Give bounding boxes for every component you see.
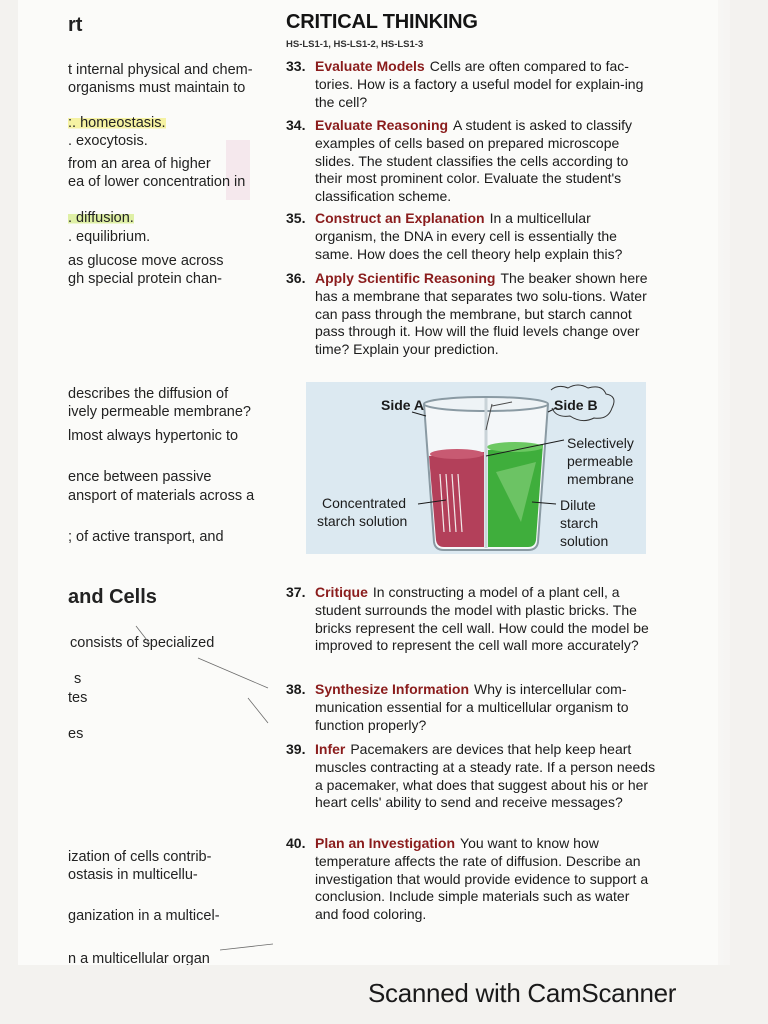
question-37	[286, 584, 656, 655]
membrane-label: membrane	[567, 471, 634, 487]
right-solution-label: solution	[560, 533, 609, 549]
left-text-line: ence between passive	[68, 469, 212, 485]
left-text-line	[68, 114, 166, 132]
highlighted-answer: :. homeostasis.	[68, 115, 166, 131]
question-number: 37.	[286, 584, 306, 600]
question-number: 38.	[286, 681, 306, 697]
left-text-line: s	[74, 671, 82, 687]
question-number: 40.	[286, 835, 306, 851]
question-skill: Evaluate Models	[315, 58, 425, 74]
left-solution-label: starch solution	[317, 513, 408, 529]
left-text-line	[68, 209, 134, 227]
side-a-label: Side A	[381, 397, 425, 413]
question-number: 36.	[286, 270, 306, 286]
left-liquid-surface	[430, 449, 484, 459]
left-solution-label: Concentrated	[322, 495, 407, 511]
left-text-line: tes	[68, 690, 88, 706]
left-text-line: ea of lower concentration in	[68, 174, 246, 190]
question-text: In constructing a model of a plant cell, a student surrounds the model with plastic bricks. The bricks represent the cell wall. How could the model be improved to represent the cell wall more accurately?	[315, 584, 649, 654]
question-skill: Apply Scientific Reasoning	[315, 270, 496, 286]
left-text-line: describes the diffusion of	[68, 386, 229, 402]
question-text: Cells are often compared to fac-tories. How is a factory a useful model for explain-ing the cell?	[315, 58, 644, 110]
question-text: Pacemakers are devices that help keep heart muscles contracting at a steady rate. If a person needs a pacemaker, what does that suggest about his or her heart cells' ability to send and receive messages?	[315, 741, 656, 811]
left-text-line: es	[68, 726, 84, 742]
question-skill: Evaluate Reasoning	[315, 117, 449, 133]
question-35	[286, 210, 656, 263]
side-b-label: Side B	[554, 397, 598, 413]
left-text-line: organisms must maintain to	[68, 80, 246, 96]
question-33	[286, 58, 656, 111]
question-number: 35.	[286, 210, 306, 226]
membrane-label: permeable	[567, 453, 634, 469]
question-text: Why is intercellular com-munication essential for a multicellular organism to function properly?	[315, 681, 629, 733]
left-heading-fragment: rt	[68, 14, 83, 36]
left-text-line: ively permeable membrane?	[68, 404, 251, 420]
membrane-label: Selectively	[567, 435, 634, 451]
question-skill: Plan an Investigation	[315, 835, 456, 851]
left-text-line: n a multicellular organ	[68, 951, 210, 965]
left-text-line: consists of specialized	[70, 635, 215, 651]
question-36	[286, 270, 656, 359]
left-section-heading: and Cells	[68, 586, 157, 608]
right-solution-label: starch	[560, 515, 599, 531]
question-text: You want to know how temperature affects the rate of diffusion. Describe an investigation that would provide evidence to support a conclusion. Include simple materials such as water and food coloring.	[315, 835, 649, 923]
left-text-line: from an area of higher	[68, 156, 211, 172]
question-skill: Infer	[315, 741, 346, 757]
left-liquid	[429, 452, 484, 547]
question-40	[286, 835, 656, 924]
left-text-line: ganization in a multicel-	[68, 908, 220, 924]
highlighted-answer: . diffusion.	[68, 210, 134, 226]
left-text-line: ansport of materials across a	[68, 488, 255, 504]
standards-codes: HS-LS1-1, HS-LS1-2, HS-LS1-3	[286, 39, 424, 50]
question-skill: Synthesize Information	[315, 681, 470, 697]
left-text-line: ; of active transport, and	[68, 529, 224, 545]
left-text-line: ostasis in multicellu-	[68, 867, 198, 883]
question-38	[286, 681, 656, 734]
pencil-marks	[128, 618, 278, 728]
question-number: 34.	[286, 117, 306, 133]
left-text-line: t internal physical and chem-	[68, 62, 253, 78]
beaker-diagram	[306, 382, 646, 554]
left-column	[18, 0, 278, 965]
left-text-line: ization of cells contrib-	[68, 849, 212, 865]
page-edge-shadow	[718, 0, 730, 965]
pencil-marks	[218, 930, 278, 960]
left-text-line: lmost always hypertonic to	[68, 428, 239, 444]
left-text-line: as glucose move across	[68, 253, 224, 269]
question-34	[286, 117, 656, 206]
section-title: CRITICAL THINKING	[286, 11, 478, 33]
question-skill: Critique	[315, 584, 368, 600]
question-number: 33.	[286, 58, 306, 74]
left-text-line: . equilibrium.	[68, 229, 151, 245]
question-text: In a multicellular organism, the DNA in every cell is essentially the same. How does the cell theory help explain this?	[315, 210, 623, 262]
question-39	[286, 741, 656, 812]
camscanner-watermark: Scanned with CamScanner	[368, 978, 677, 1008]
question-text: A student is asked to classify examples of cells based on prepared microscope slides. The student classifies the cells according to their most prominent color. Evaluate the student's classification scheme.	[315, 117, 633, 205]
question-text: The beaker shown here has a membrane that separates two solu-tions. Water can pass through the membrane, but starch cannot pass through it. How will the fluid levels change over time? Explain your prediction.	[315, 270, 648, 358]
question-number: 39.	[286, 741, 306, 757]
right-solution-label: Dilute	[560, 497, 596, 513]
left-text-line: . exocytosis.	[68, 133, 148, 149]
left-text-line: gh special protein chan-	[68, 271, 222, 287]
question-skill: Construct an Explanation	[315, 210, 485, 226]
